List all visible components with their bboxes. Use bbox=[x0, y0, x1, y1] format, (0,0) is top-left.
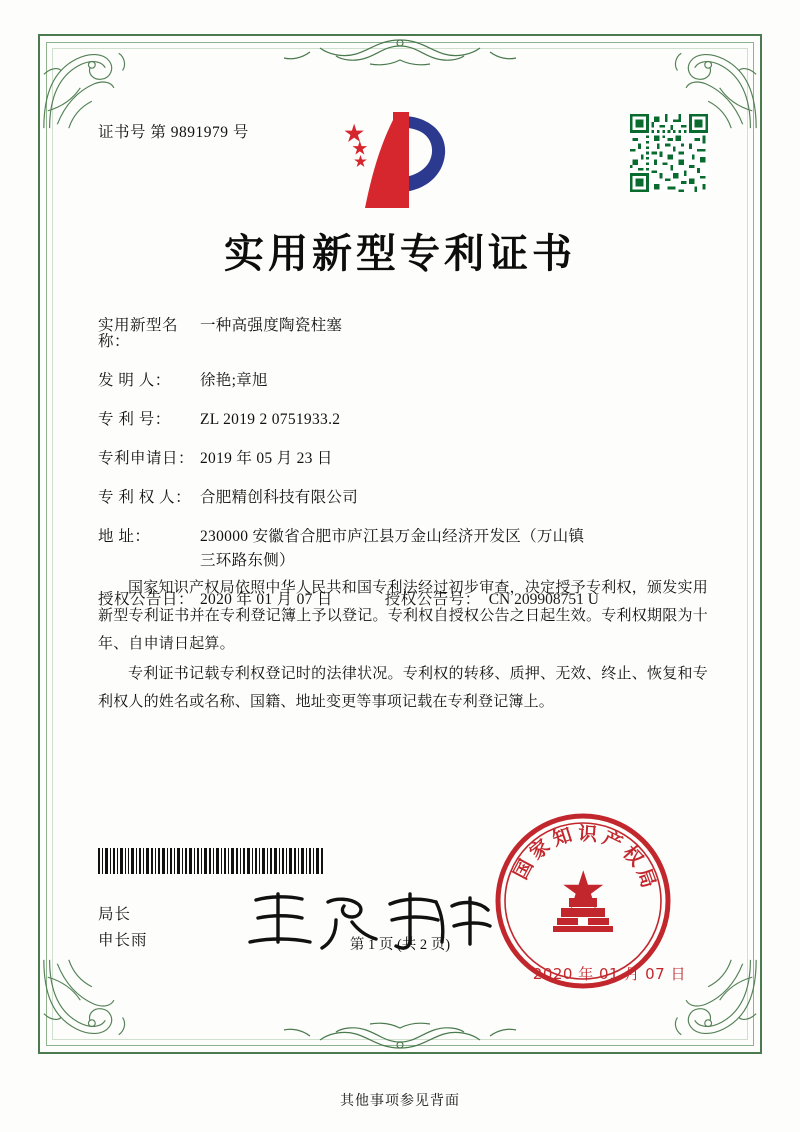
svg-text:国: 国 bbox=[509, 855, 539, 884]
certificate-number: 证书号 第 9891979 号 bbox=[98, 124, 249, 141]
value-application-date: 2019 年 05 月 23 日 bbox=[200, 449, 333, 467]
svg-text:家: 家 bbox=[525, 835, 555, 865]
barcode bbox=[98, 848, 323, 874]
field-row-address bbox=[98, 529, 708, 569]
value-grant-date: 2020 年 01 月 07 日 bbox=[200, 591, 333, 608]
value-address bbox=[200, 529, 708, 569]
value-address-line1: 230000 安徽省合肥市庐江县万金山经济开发区（万山镇 bbox=[200, 527, 585, 545]
label-utility-model-name: 实用新型名称： bbox=[98, 317, 179, 350]
svg-text:产: 产 bbox=[599, 826, 626, 855]
value-inventor: 徐艳;章旭 bbox=[200, 371, 268, 389]
value-grant-number: CN 209908751 U bbox=[488, 591, 599, 608]
svg-text:局: 局 bbox=[632, 865, 660, 891]
label-address: 地 址： bbox=[98, 527, 151, 545]
label-grant-date: 授权公告日： bbox=[98, 591, 195, 608]
svg-text:权: 权 bbox=[618, 841, 648, 871]
field-row-patentee bbox=[98, 490, 708, 506]
value-patent-number: ZL 2019 2 0751933.2 bbox=[200, 410, 341, 428]
label-application-date: 专利申请日： bbox=[98, 449, 195, 467]
page-title: 实用新型专利证书 bbox=[224, 230, 576, 277]
svg-text:知: 知 bbox=[549, 823, 575, 851]
field-row-name bbox=[98, 318, 708, 349]
page-indicator: 第 1 页 (共 2 页) bbox=[349, 937, 451, 953]
paragraph-2: 专利证书记载专利权登记时的法律状况。专利权的转移、质押、无效、终止、恢复和专利权人的姓名或名称、国籍、地址变更等事项记载在专利登记簿上。 bbox=[98, 666, 708, 710]
patent-office-logo-icon bbox=[335, 104, 465, 214]
director-name: 申长雨 bbox=[98, 932, 148, 949]
director-label: 局长 bbox=[98, 906, 132, 923]
bottom-edge-ornament-icon bbox=[250, 1018, 550, 1052]
field-row-patent-number bbox=[98, 412, 708, 428]
label-patent-number: 专 利 号： bbox=[98, 410, 171, 428]
value-utility-model-name: 一种高强度陶瓷柱塞 bbox=[200, 317, 343, 334]
qr-code bbox=[630, 114, 708, 192]
field-row-application-date bbox=[98, 451, 708, 467]
certificate-body-text bbox=[98, 574, 708, 718]
footer-note: 其他事项参见背面 bbox=[340, 1094, 460, 1109]
top-edge-ornament-icon bbox=[250, 36, 550, 70]
field-row-inventor bbox=[98, 373, 708, 389]
label-patentee: 专 利 权 人： bbox=[98, 488, 192, 506]
value-address-line2: 三环路东侧） bbox=[200, 552, 295, 569]
seal-date: 2020 年 01 月 07 日 bbox=[532, 965, 686, 983]
svg-text:识: 识 bbox=[577, 822, 598, 846]
paragraph-1: 国家知识产权局依照中华人民共和国专利法经过初步审查，决定授予专利权，颁发实用新型专利证书并在专利登记簿上予以登记。专利权自授权公告之日起生效。专利权期限为十年、自申请日起算。 bbox=[98, 580, 708, 652]
value-patentee: 合肥精创科技有限公司 bbox=[200, 488, 359, 506]
label-grant-number: 授权公告号： bbox=[384, 591, 481, 608]
certificate-content bbox=[92, 96, 708, 1012]
label-inventor: 发 明 人： bbox=[98, 371, 171, 389]
